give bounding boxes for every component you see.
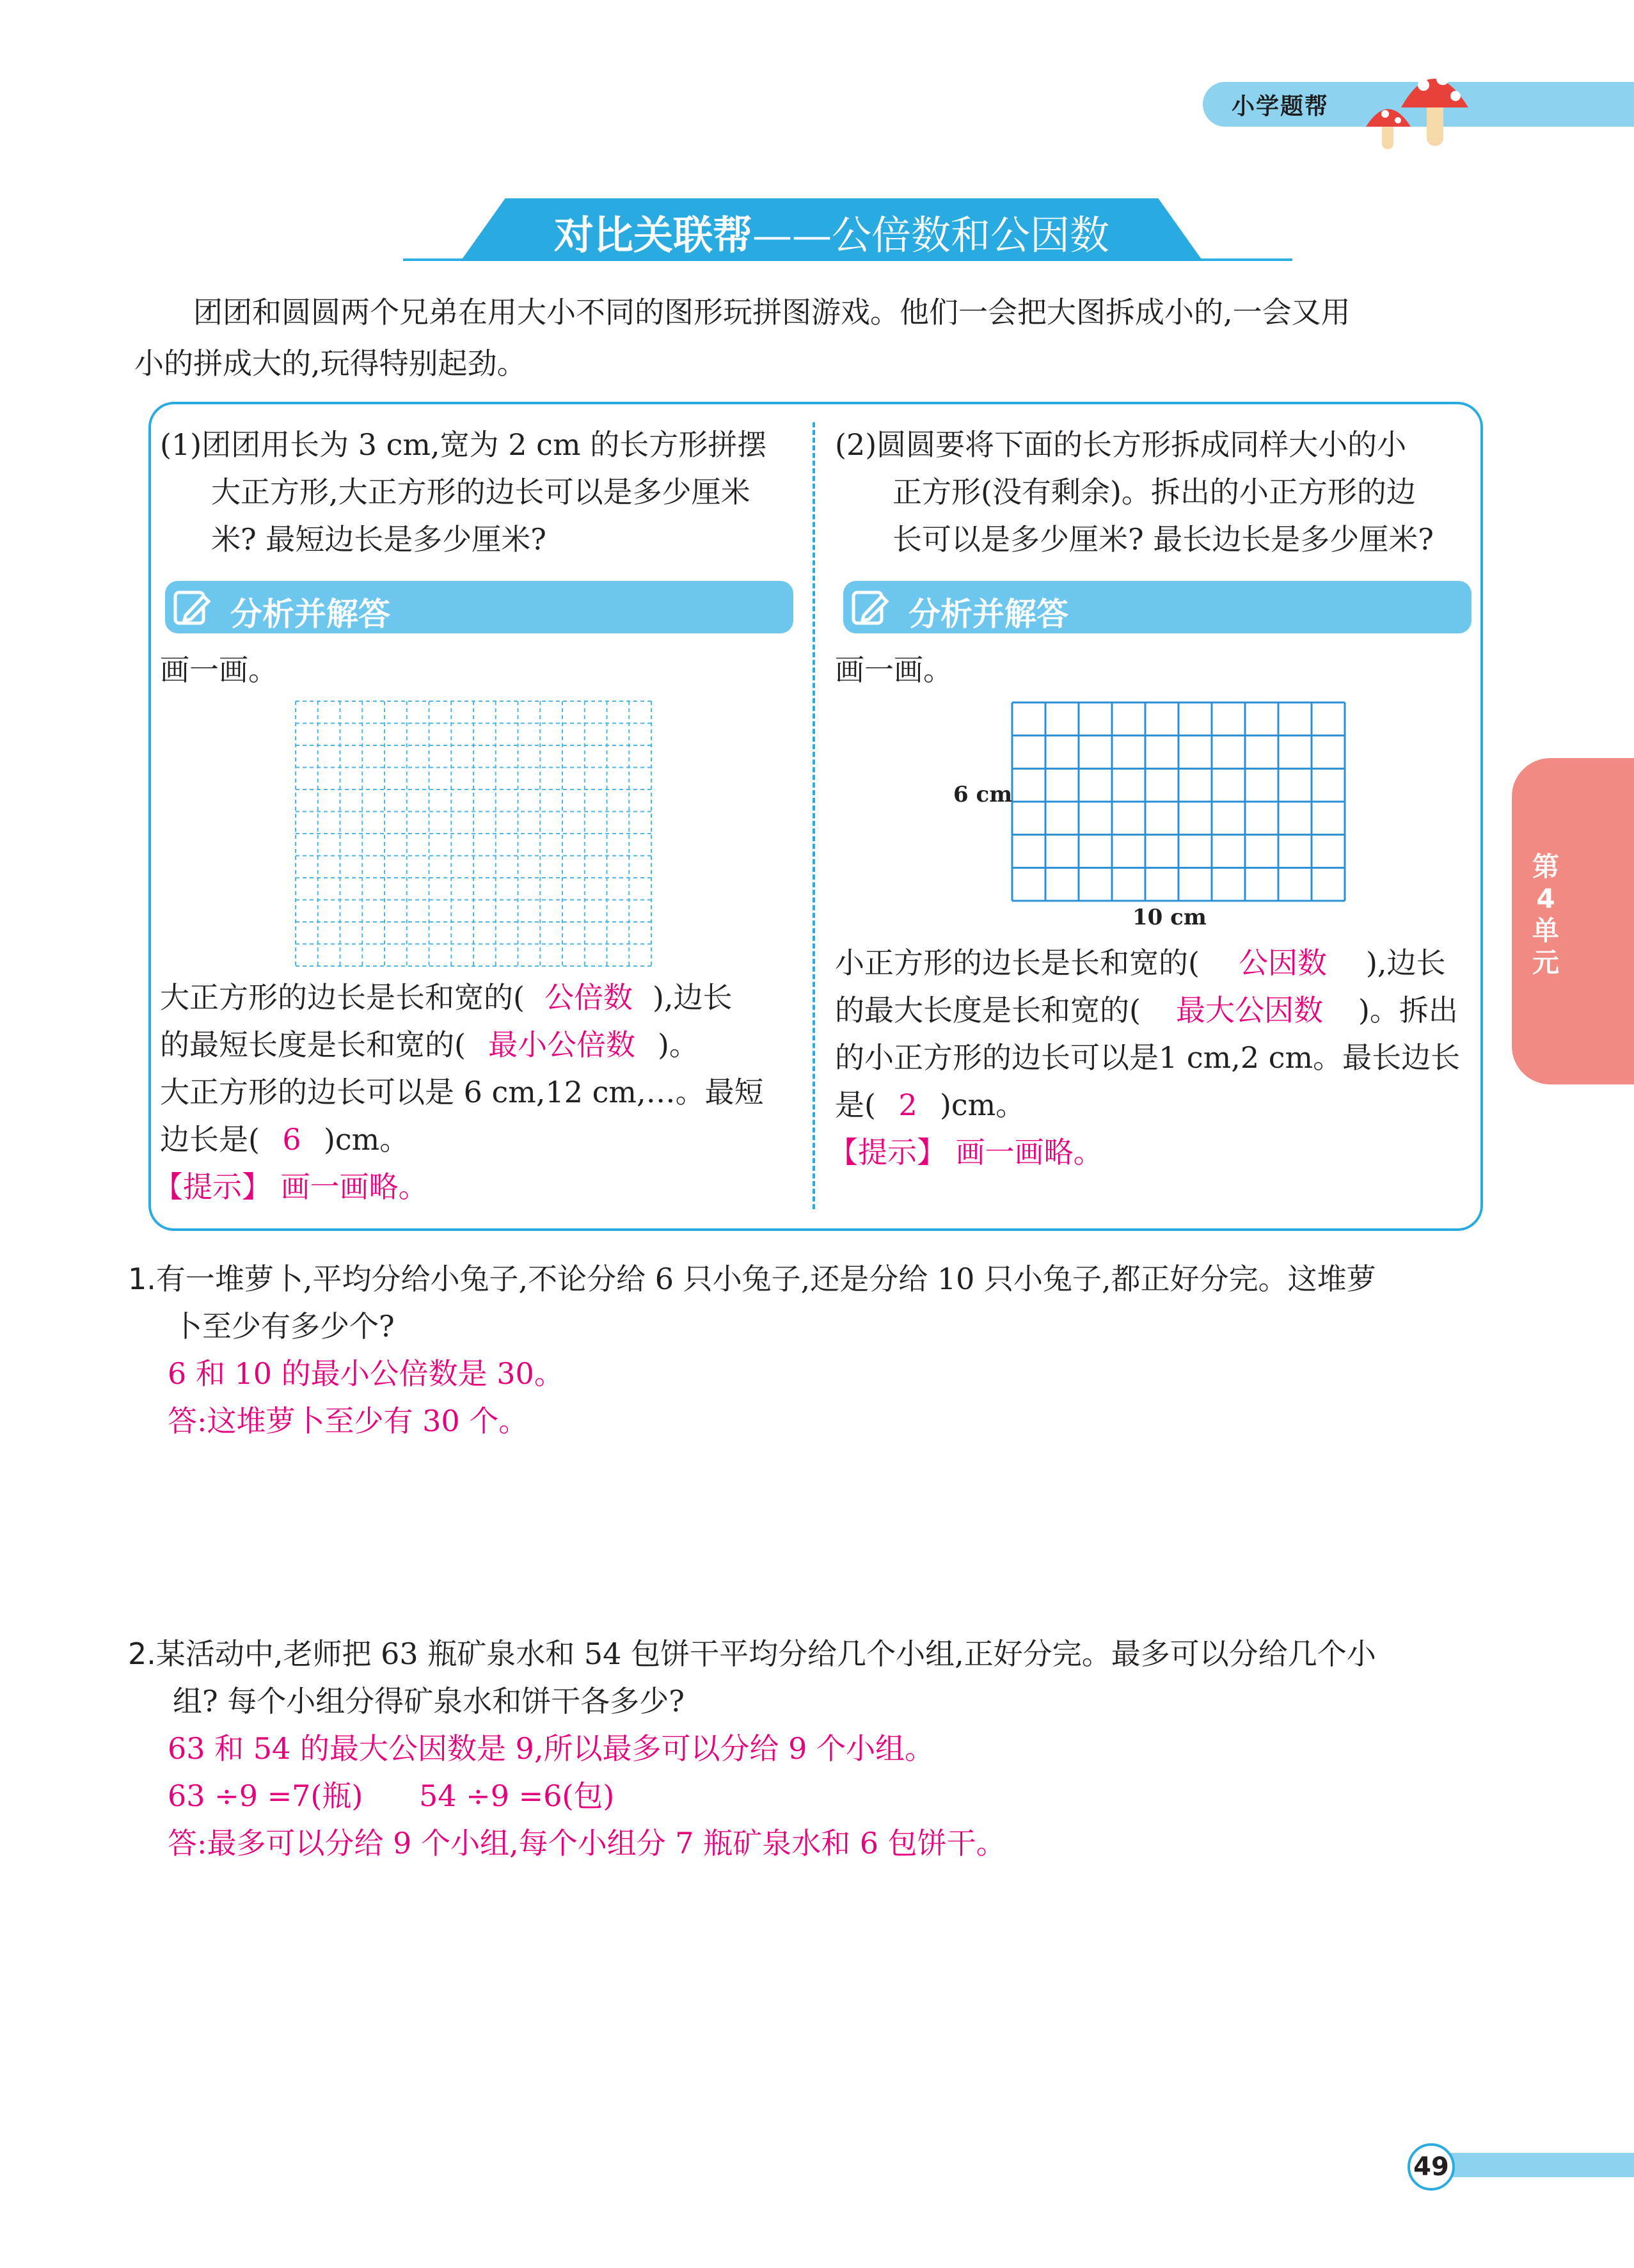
left-question-line-2: 大正方形,大正方形的边长可以是多少厘米 [211,475,750,509]
intro-line-2: 小的拼成大的,玩得特别起劲。 [134,346,527,381]
left-hint-tag: 【提示】 [154,1170,271,1204]
right-draw-label: 画一画。 [835,653,953,687]
right-a1-pre: 小正方形的边长是长和宽的( [835,946,1200,980]
section-title [461,203,1203,260]
right-a1-answer: 公因数 [1238,946,1327,980]
right-hint-tag: 【提示】 [829,1135,946,1170]
left-a2-pre: 的最短长度是长和宽的( [160,1027,466,1062]
unit-tab-label: 第4单元 [1532,851,1560,978]
right-a1-post: ),边长 [1365,946,1446,980]
q1-text-1: 有一堆萝卜,平均分给小兔子,不论分给 6 只小兔子,还是分给 10 只小兔子,都正好分完。这堆萝 [155,1262,1376,1296]
title-rest: ——公倍数和公因数 [752,212,1110,258]
right-a2-post: )。拆出 [1358,993,1458,1027]
right-hint [829,1129,1103,1176]
q2-text-1: 某活动中,老师把 63 瓶矿泉水和 54 包饼干平均分给几个小组,正好分完。最多可以分给几个小 [155,1637,1376,1671]
left-a2-post: )。 [657,1027,699,1062]
left-answer-line-3: 大正方形的边长可以是 6 cm,12 cm,…。最短 [160,1075,764,1109]
left-answer-line-1 [160,974,733,1021]
right-question-line-2: 正方形(没有剩余)。拆出的小正方形的边 [892,475,1416,509]
left-analysis-label: 分析并解答 [230,596,390,633]
q1-answer-1: 6 和 10 的最小公倍数是 30。 [168,1356,564,1391]
q1-number: 1. [128,1262,156,1296]
page-number: 49 [1408,2143,1455,2191]
width-label: 10 cm [1132,905,1207,930]
height-label: 6 cm [953,782,1013,807]
left-draw-label: 画一画。 [160,653,278,687]
left-a1-post: ),边长 [652,980,733,1015]
column-divider [813,422,815,1209]
right-rectangle-grid[interactable] [1011,701,1346,902]
left-a4-post: )cm。 [323,1122,409,1157]
right-question-line-1: (2)圆圆要将下面的长方形拆成同样大小的小 [835,427,1407,462]
right-answer-line-1 [835,939,1446,987]
right-hint-text: 画一画略。 [955,1135,1103,1170]
left-a4-pre: 边长是( [160,1122,260,1157]
left-hint [154,1163,428,1210]
q2-answer-3: 答:最多可以分给 9 个小组,每个小组分 7 瓶矿泉水和 6 包饼干。 [168,1826,1006,1860]
q2-line-2: 组? 每个小组分得矿泉水和饼干各多少? [173,1684,685,1718]
right-a4-answer: 2 [898,1088,917,1122]
title-bold: 对比关联帮 [553,212,752,258]
left-a1-pre: 大正方形的边长是长和宽的( [160,980,525,1015]
right-answer-line-4 [835,1081,1025,1129]
right-a2-pre: 的最大长度是长和宽的( [835,993,1141,1027]
q2-answer-2: 63 ÷9 =7(瓶) 54 ÷9 =6(包) [168,1779,615,1813]
left-a1-answer: 公倍数 [544,980,633,1015]
right-question-line-3: 长可以是多少厘米? 最长边长是多少厘米? [892,522,1434,557]
right-a4-pre: 是( [835,1088,876,1122]
right-answer-line-2 [835,987,1458,1034]
right-answer-line-3: 的小正方形的边长可以是1 cm,2 cm。最长边长 [835,1040,1461,1075]
right-a2-answer: 最大公因数 [1175,993,1323,1027]
left-answer-line-2 [160,1021,699,1068]
mushroom-icon [1356,56,1478,152]
pencil-note-icon [171,587,212,628]
q2-answer-1: 63 和 54 的最大公因数是 9,所以最多可以分给 9 个小组。 [168,1731,934,1766]
left-answer-line-4 [160,1116,409,1163]
left-question-line-3: 米? 最短边长是多少厘米? [211,522,546,557]
unit-tab[interactable] [1512,758,1634,1084]
q2-number: 2. [128,1637,156,1671]
q1-line-1 [128,1255,1376,1303]
page-band [1440,2153,1634,2177]
left-question-line-1: (1)团团用长为 3 cm,宽为 2 cm 的长方形拼摆 [160,427,767,462]
left-a2-answer: 最小公倍数 [488,1027,635,1062]
q1-line-2: 卜至少有多少个? [173,1309,395,1344]
right-a4-post: )cm。 [939,1088,1026,1122]
q2-line-1 [128,1630,1376,1677]
q1-answer-2: 答:这堆萝卜至少有 30 个。 [168,1404,528,1438]
intro-line-1: 团团和圆圆两个兄弟在用大小不同的图形玩拼图游戏。他们一会把大图拆成小的,一会又用 [193,295,1351,329]
left-drawing-grid[interactable] [294,700,653,967]
left-hint-text: 画一画略。 [280,1170,428,1204]
right-analysis-label: 分析并解答 [908,596,1068,633]
pencil-note-icon [850,587,891,628]
left-a4-answer: 6 [282,1122,301,1157]
brand-label: 小学题帮 [1232,93,1329,120]
